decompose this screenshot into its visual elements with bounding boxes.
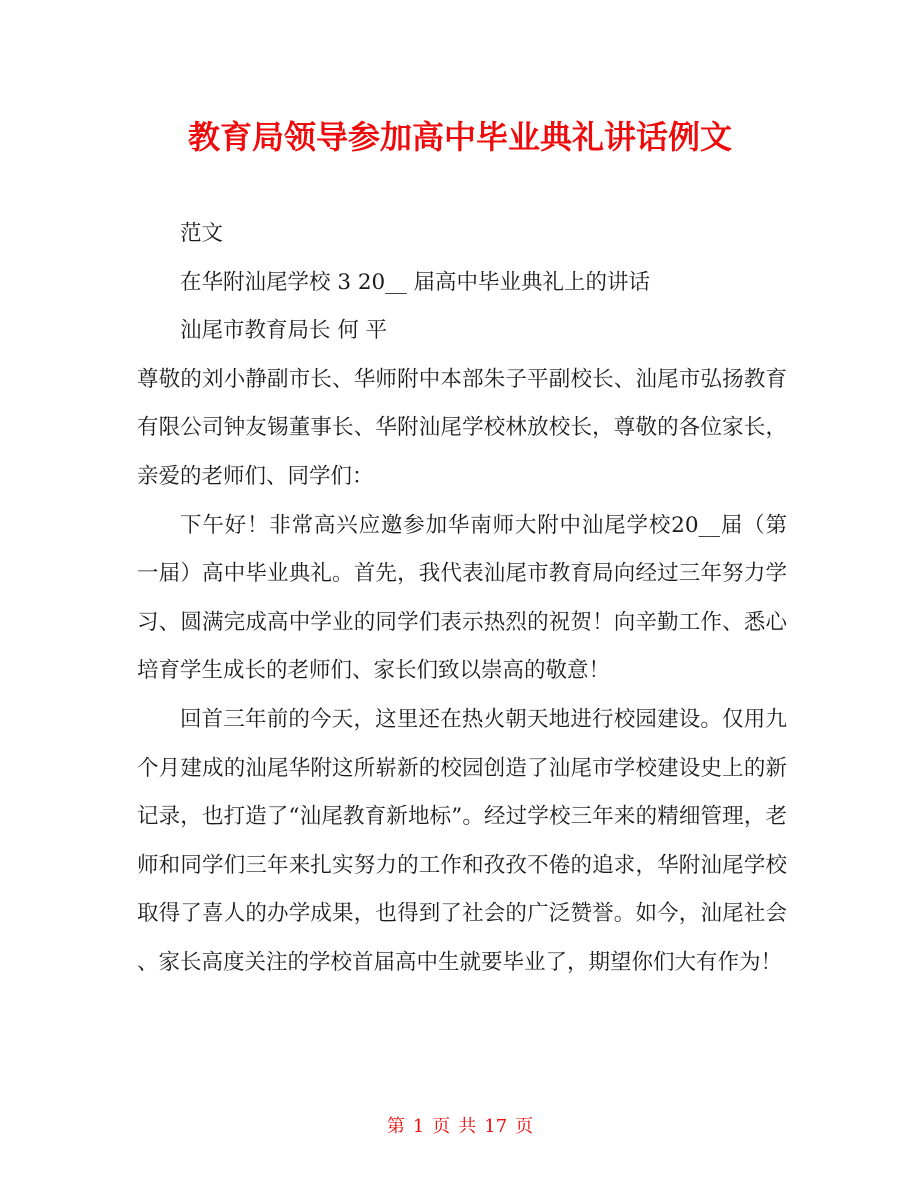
- footer-total-pages: 17: [484, 1116, 508, 1137]
- document-title: 教育局领导参加高中毕业典礼讲话例文: [187, 118, 732, 156]
- paragraph-label-fanwen: 范文: [180, 221, 224, 246]
- paragraph-speaker: 汕尾市教育局长 何 平: [180, 318, 388, 344]
- paragraph-greeting: 下午好！非常高兴应邀参加华南师大附中汕尾学校20__届（第一届）高中毕业典礼。首先，我代表汕尾市教育局向经过三年努力学习、圆满完成高中学业的同学们表示热烈的祝贺！向辛勤工作、悉心培育学生成长的老师们、家长们致以崇高的敬意！: [137, 512, 787, 684]
- page-footer: [0, 1112, 920, 1138]
- paragraph-speech-heading: 在华附汕尾学校 3 20__ 届高中毕业典礼上的讲话: [180, 269, 651, 295]
- paragraph-retrospect: 回首三年前的今天，这里还在热火朝天地进行校园建设。仅用九个月建成的汕尾华附这所崭新的校园创造了汕尾市学校建设史上的新记录，也打造了“汕尾教育新地标”。经过学校三年来的精细管理，老师和同学们三年来扎实努力的工作和孜孜不倦的追求，华附汕尾学校取得了喜人的办学成果，也得到了社会的广泛赞誉。如今，汕尾社会、家长高度关注的学校首届高中生就要毕业了，期望你们大有作为！: [137, 706, 787, 975]
- footer-label-page-unit: 页: [432, 1116, 451, 1137]
- paragraph-salutation: 尊敬的刘小静副市长、华师附中本部朱子平副校长、汕尾市弘扬教育有限公司钟友锡董事长、华附汕尾学校林放校长，尊敬的各位家长，亲爱的老师们、同学们：: [137, 366, 787, 489]
- footer-label-total: 共: [458, 1116, 477, 1137]
- footer-current-page: 1: [412, 1116, 425, 1137]
- footer-label-page: 第: [386, 1116, 405, 1137]
- footer-label-total-unit: 页: [515, 1116, 534, 1137]
- document-body: [137, 210, 787, 988]
